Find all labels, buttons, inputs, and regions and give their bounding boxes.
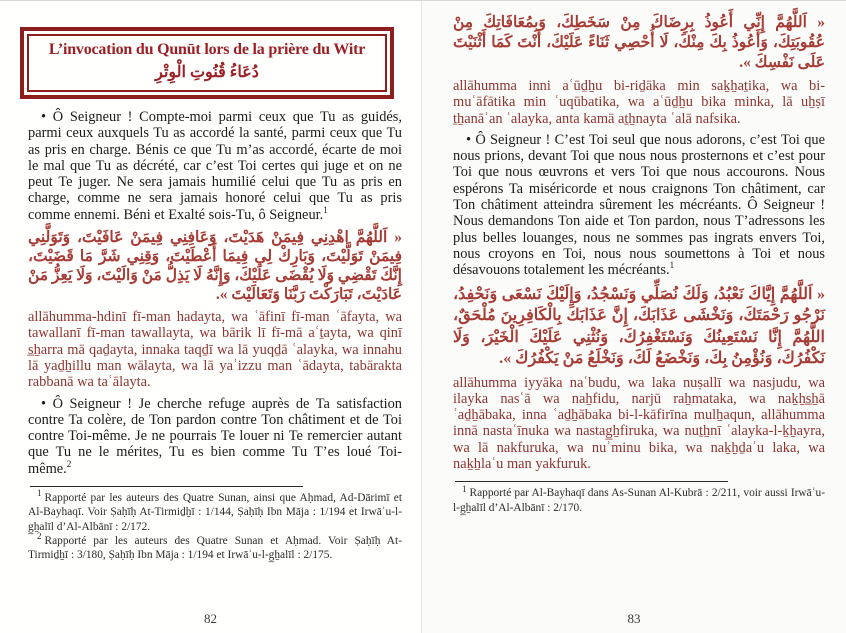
page-number-left: 82: [204, 611, 217, 626]
page-number-right: 83: [627, 611, 641, 626]
page-right: [421, 1, 846, 633]
page-left: [0, 1, 421, 633]
invocation-2-french: [28, 396, 402, 477]
invocation-2-french-text: • Ô Seigneur ! Je cherche refuge auprès de Ta satisfaction contre Ta colère, de Ton pardon contre Ton châtiment et de Toi contre Toi-même. Je ne pourrais Te louer ni Te remercier autant que Tu ne le mérites, Tu es bien comme Tu T’es loué Toi-même.: [28, 395, 402, 477]
footnote-3-number: 1: [462, 483, 467, 494]
footnote-2: [28, 531, 402, 563]
footnote-1: [28, 488, 402, 534]
invocation-3-arabic: « اَللَّهُمَّ إِنِّي أَعُوذُ بِرِضَاكَ مِنْ سَخَطِكَ، وَبِمُعَافَاتِكَ مِنْ عُقُوبَتِكَ، وَأَعُوذُ بِكَ مِنْكَ، لَا أُحْصِي ثَنَاءً عَلَيْكَ، أَنْتَ كَمَا أَثْنَيْتَ عَلَى نَفْسِكَ ».: [453, 14, 825, 71]
invocation-3-french: [453, 132, 825, 279]
invocation-4-arabic: « اَللَّهُمَّ إِيَّاكَ نَعْبُدُ، وَلَكَ نُصَلِّي وَنَسْجُدُ، وَإِلَيْكَ نَسْعَى وَنَحْفِدُ، نَرْجُو رَحْمَتَكَ، وَنَخْشَى عَذَابَكَ، إِنَّ عَذَابَكَ بِالْكَافِرِينَ مُلْحَقٌ، اللَّهُمَّ إِنَّا نَسْتَعِينُكَ وَنَسْتَغْفِرُكَ، وَنُثْنِي عَلَيْكَ الْخَيْرَ، وَلَا نَكْفُرُكَ، وَنُؤْمِنُ بِكَ، وَنَخْضَعُ لَكَ، وَنَخْلَعُ مَنْ يَكْفُرُكَ ».: [453, 285, 826, 368]
footnote-separator: [455, 481, 728, 482]
footnote-2-text: Rapporté par les auteurs des Quatre Sunan et Aḥmad. Voir Ṣaḥīḥ At-Tirmiḏẖī : 3/180, Ṣaḥīḥ Ibn Māja : 1/194 et Irwāʾu-l-g̲ẖalīl : 2/175.: [28, 534, 402, 562]
footnote-2-number: 2: [37, 531, 42, 542]
invocation-1-transliteration: allāhumma-hdinī fī-man hadayta, wa ʿāfinī fī-man ʿāfayta, wa tawallanī fī-man tawallayta, wa bārik lī fī-mā aʿṯayta, wa qinī s̲ẖarra mā qaḏayta, innaka taqḏī wa lā yuqḏā ʿalayka, wa innahu lā yaḏẖillu man wālayta, wa lā yaʿizzu man ʿādayta, tabārakta rabbanā wa taʿālayta.: [28, 309, 402, 391]
footnote-ref-3: 1: [669, 260, 675, 271]
invocation-1-arabic: « اَللَّهُمَّ اهْدِنِي فِيمَنْ هَدَيْتَ، وَعَافِنِي فِيمَنْ عَافَيْتَ، وَتَوَلَّنِي فِيمَنْ تَوَلَّيْتَ، وَبَارِكْ لِي فِيمَا أَعْطَيْتَ، وَقِنِي شَرَّ مَا قَضَيْتَ، إِنَّكَ تَقْضِي وَلَا يُقْضَى عَلَيْكَ، وَإِنَّهُ لَا يَذِلُّ مَنْ وَالَيْتَ، وَلَا يَعِزُّ مَنْ عَادَيْتَ، تَبَارَكْتَ رَبَّنَا وَتَعَالَيْتَ ».: [28, 229, 402, 304]
footnote-1-number: 1: [37, 488, 42, 499]
invocation-1-french-text: • Ô Seigneur ! Compte-moi parmi ceux que Tu as guidés, parmi ceux auxquels Tu as accordé la santé, parmi ceux que Tu as pris en charge. Bénis ce que Tu m’as accordé, écarte de moi le mal que Tu as décrété, car c’est Toi certes qui juge et on ne peut Te juger. Ne sera jamais humilié celui que Tu as pris en charge, comme ne sera jamais honoré celui que Tu as pris comme ennemi. Béni et Exalté sois-Tu, ô Seigneur.: [28, 109, 402, 223]
footnote-separator: [30, 486, 303, 487]
footnote-ref-1: 1: [323, 204, 328, 215]
invocation-3-transliteration: allāhumma inni aʿūḏẖu bi-riḏāka min saḵẖaṯika, wa bi-muʿāfātika min ʿuqūbatika, wa aʿūḏẖu bika minka, lā uẖṣī ṯẖanāʾan ʿalayka, anta kamā aṯẖnayta ʿalā nafsika.: [453, 78, 825, 127]
invocation-3-french-text: • Ô Seigneur ! C’est Toi seul que nous adorons, c’est Toi que nous prions, devant Toi que nous nous prosternons et c’est pour Toi que nous œuvrons et vers Toi que nous accourons. Nous espérons Ta miséricorde et nous craignons Ton châtiment, car Ton châtiment atteindra sûrement les mécréants. Ô Seigneur ! Nous demandons Ton aide et Ton pardon, nous T’adressons les plus belles louanges, nous ne sommes pas ingrats envers Toi, nous croyons en Toi, nous nous soumettons à Toi et nous désavouons totalement les mécréants.: [453, 131, 825, 279]
chapter-title-arabic: دُعَاءُ قُنُوتِ الْوِتْرِ: [155, 64, 259, 81]
footnote-ref-2: 2: [66, 458, 72, 469]
footnote-3-text: Rapporté par Al-Bayhaqī dans As-Sunan Al-Kubrā : 2/211, voir aussi Irwāʾu-l-g̲ẖalīl d’Al-Albānī : 2/170.: [453, 487, 825, 514]
invocation-1-french: [28, 109, 402, 223]
invocation-4-transliteration: allāhumma iyyāka naʿbudu, wa laka nuṣallī wa nasjudu, wa ilayka nasʿā wa naẖfidu, narjū raẖmataka, wa naḵẖs̲ẖā ʿaḏẖābaka, inna ʿaḏẖābaka bi-l-kāfirīna mulẖaqun, allāhumma innā nastaʿīnuka wa nastag̲ẖfiruka, wa nuṯẖnī ʿalayka-l-ḵẖayra, wa lā nakfuruka, wa nuʾminu bika, wa naḵẖḏaʿu laka, wa naḵẖlaʿu man yakfuruk.: [453, 374, 825, 473]
footnote-3: [453, 483, 825, 515]
chapter-title-inner: [27, 34, 387, 92]
chapter-title-box: [20, 27, 394, 99]
chapter-title-french: L’invocation du Qunūt lors de la prière du Witr: [48, 41, 366, 58]
footnote-1-text: Rapporté par les auteurs des Quatre Sunan, ainsi que Aḥmad, Ad-Dārimī et Al-Bayhaqī. Voir Ṣaḥīḥ At-Tirmiḏẖī : 1/144, Ṣaḥīḥ Ibn Māja : 1/194 et Irwāʾu-l-g̲ẖalīl d’Al-Albānī : 2/172.: [28, 492, 402, 533]
